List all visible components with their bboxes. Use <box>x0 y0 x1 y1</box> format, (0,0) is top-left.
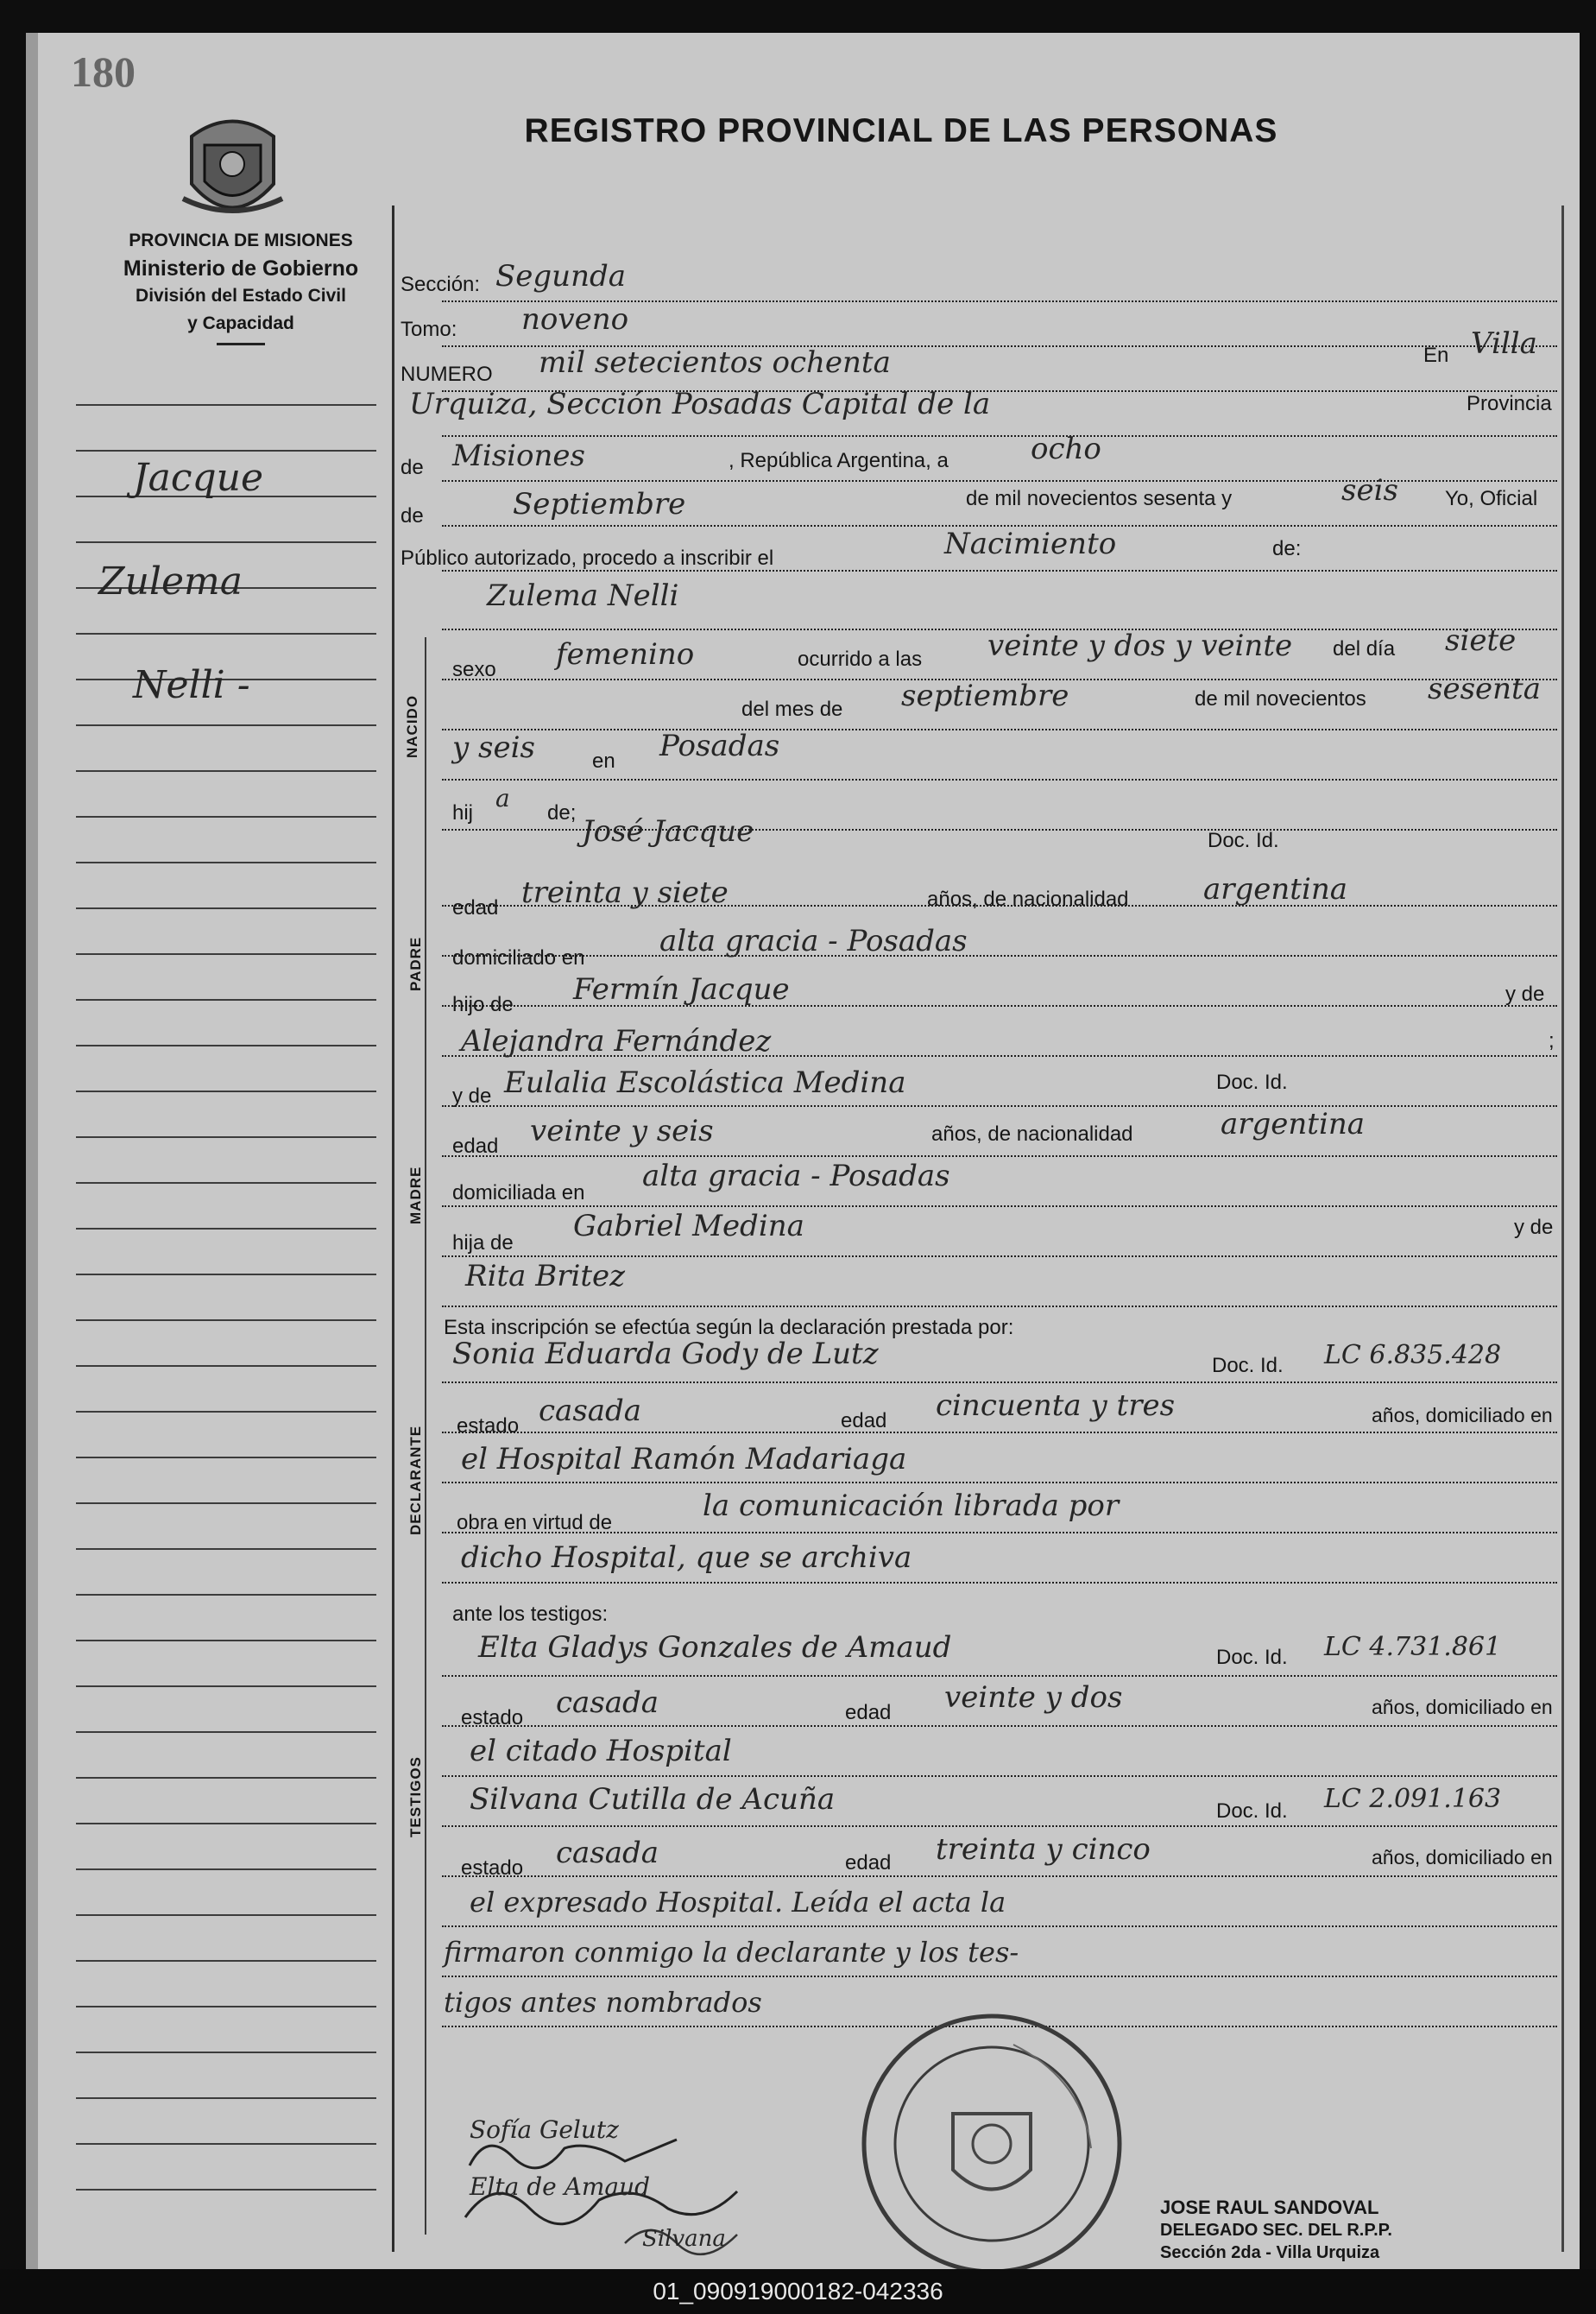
madre-nombre-value: Eulalia Escolástica Medina <box>504 1065 906 1100</box>
anio-nac-value: sesenta <box>1428 672 1541 706</box>
del-mes-label: del mes de <box>741 698 843 721</box>
en-label: En <box>1423 344 1449 367</box>
padre-edad-label: edad <box>452 896 499 920</box>
margin-line <box>76 1091 376 1092</box>
de-colon-label: de: <box>1272 537 1302 560</box>
inscribir-value: Nacimiento <box>944 527 1117 561</box>
provincia-label: Provincia <box>1467 392 1552 415</box>
sexo-value: femenino <box>556 637 695 672</box>
image-caption: 01_090919000182-042336 <box>0 2269 1596 2314</box>
margin-line <box>76 953 376 955</box>
division-line-2: y Capacidad <box>187 313 294 333</box>
testigo2-edad-value: treinta y cinco <box>936 1832 1151 1867</box>
en-value: Villa <box>1471 326 1537 361</box>
margin-line <box>76 770 376 772</box>
padre-hijo-value: Fermín Jacque <box>573 972 790 1007</box>
ministry-header <box>73 227 409 345</box>
ministry-name: Ministerio de Gobierno <box>123 256 359 281</box>
madre-doc-label: Doc. Id. <box>1216 1071 1288 1094</box>
margin-line <box>76 1823 376 1824</box>
margin-line <box>76 1777 376 1779</box>
lugar-value: Urquiza, Sección Posadas Capital de la <box>409 387 991 421</box>
hij-suffix: a <box>495 784 510 812</box>
madre-side-label: MADRE <box>407 1166 424 1224</box>
official-signature-block <box>1160 2197 1392 2264</box>
official-name: JOSE RAUL SANDOVAL <box>1160 2197 1379 2218</box>
madre-dom-label: domiciliada en <box>452 1181 585 1204</box>
margin-line <box>76 907 376 909</box>
provincia-value: Misiones <box>452 439 585 473</box>
official-role: DELEGADO SEC. DEL R.P.P. <box>1160 2221 1392 2240</box>
testigo1-value: Elta Gladys Gonzales de Amaud <box>478 1630 952 1665</box>
margin-line <box>76 404 376 406</box>
margin-line <box>76 1182 376 1184</box>
official-section: Sección 2da - Villa Urquiza <box>1160 2243 1380 2262</box>
mes-value: Septiembre <box>513 487 686 522</box>
coat-of-arms-icon <box>174 102 291 231</box>
declarante-doc-label: Doc. Id. <box>1212 1354 1284 1377</box>
margin-note-surname: Jacque <box>133 456 264 500</box>
margin-line <box>76 2143 376 2145</box>
margin-line <box>76 816 376 818</box>
form-line <box>442 1306 1557 1307</box>
en-nac-label: en <box>592 749 615 773</box>
margin-line <box>76 541 376 543</box>
province-name: PROVINCIA DE MISIONES <box>129 231 353 250</box>
lugar-nac-value: Posadas <box>659 729 780 763</box>
margin-line <box>76 1685 376 1687</box>
signature-1: Sofía Gelutz <box>470 2115 619 2144</box>
closing-line-1: firmaron conmigo la declarante y los tes- <box>444 1936 1019 1969</box>
form-line <box>442 1155 1557 1157</box>
margin-line <box>76 2189 376 2191</box>
margin-line <box>76 1868 376 1870</box>
obra2-value: dicho Hospital, que se archiva <box>461 1540 912 1575</box>
madre-edad-value: veinte y seis <box>530 1114 714 1148</box>
form-line <box>442 1255 1557 1257</box>
official-seal-stamp <box>858 2010 1126 2278</box>
testigo2-edad-label: edad <box>845 1851 892 1875</box>
nombre-value: Zulema Nelli <box>487 578 679 613</box>
testigo1-dom-value: el citado Hospital <box>470 1734 732 1768</box>
seccion-label: Sección: <box>401 273 481 296</box>
margin-note-second-name: Nelli - <box>133 663 250 707</box>
section-divider <box>425 637 426 2235</box>
de-label-2: de <box>401 504 424 528</box>
testigo1-edad-value: veinte y dos <box>944 1680 1123 1715</box>
margin-line <box>76 450 376 452</box>
ocurrido-label: ocurrido a las <box>798 648 923 671</box>
madre-y-de-label-2: y de <box>1514 1216 1554 1239</box>
margin-line <box>76 1502 376 1504</box>
nacido-side-label: NACIDO <box>404 694 420 758</box>
madre-nac-label: años, de nacionalidad <box>931 1122 1133 1146</box>
testigo2-doc-label: Doc. Id. <box>1216 1799 1288 1823</box>
madre-hija-value: Gabriel Medina <box>573 1209 804 1243</box>
inscripcion-statement: Esta inscripción se efectúa según la declaración prestada por: <box>444 1316 1014 1339</box>
mes-nac-value: septiembre <box>901 679 1069 713</box>
declarante-side-label: DECLARANTE <box>407 1425 424 1535</box>
certificate-page <box>26 33 1580 2269</box>
padre-edad-value: treinta y siete <box>521 876 729 910</box>
form-line <box>442 1675 1557 1677</box>
tomo-label: Tomo: <box>401 318 457 341</box>
testigo1-dom-label: años, domiciliado en <box>1372 1696 1553 1718</box>
form-line <box>442 1381 1557 1383</box>
margin-line <box>76 724 376 726</box>
signature-3: Silvana <box>642 2226 726 2252</box>
margin-line <box>76 1319 376 1321</box>
division-line-1: División del Estado Civil <box>136 286 346 306</box>
sexo-label: sexo <box>452 658 496 681</box>
madre-y-de-label: y de <box>452 1084 492 1108</box>
yo-oficial-label: Yo, Oficial <box>1445 487 1538 510</box>
obra-label: obra en virtud de <box>457 1511 613 1534</box>
form-line <box>442 1875 1557 1877</box>
padre-doc-label: Doc. Id. <box>1208 829 1279 852</box>
hora-value: veinte y dos y veinte <box>987 629 1293 663</box>
madre-nac-value: argentina <box>1221 1107 1366 1141</box>
form-line <box>442 1482 1557 1483</box>
form-line <box>442 1976 1557 1977</box>
margin-line <box>76 1548 376 1550</box>
declarante-doc-value: LC 6.835.428 <box>1324 1340 1502 1370</box>
margin-line <box>76 1731 376 1733</box>
form-line <box>442 1582 1557 1584</box>
form-line <box>442 1432 1557 1433</box>
margin-line <box>76 1411 376 1413</box>
form-line <box>442 1725 1557 1727</box>
dia-value: ocho <box>1031 432 1101 466</box>
testigo2-value: Silvana Cutilla de Acuña <box>470 1782 836 1817</box>
testigos-side-label: TESTIGOS <box>407 1756 424 1837</box>
form-line <box>442 1925 1557 1927</box>
margin-line <box>76 1274 376 1275</box>
testigo1-edad-label: edad <box>845 1701 892 1724</box>
margin-line <box>76 2006 376 2007</box>
margin-line <box>76 1960 376 1962</box>
form-line <box>442 729 1557 730</box>
margin-line <box>76 1457 376 1458</box>
margin-divider <box>392 205 394 2252</box>
republica-label: , República Argentina, a <box>729 449 949 472</box>
form-line <box>442 435 1557 437</box>
page-number: 180 <box>71 47 136 96</box>
seccion-value: Segunda <box>495 259 627 294</box>
margin-line <box>76 999 376 1001</box>
margin-line <box>76 633 376 635</box>
margin-line <box>76 862 376 863</box>
right-border <box>1561 205 1564 2252</box>
madre-hija2-value: Rita Britez <box>465 1259 626 1293</box>
anio-nac2-value: y seis <box>452 730 535 765</box>
margin-note-first-name: Zulema <box>98 560 243 604</box>
numero-label: NUMERO <box>401 363 493 386</box>
form-line <box>442 1775 1557 1777</box>
padre-nombre-value: José Jacque <box>582 814 754 849</box>
padre-dom-value: alta gracia - Posadas <box>659 924 968 958</box>
testigo2-dom-value: el expresado Hospital. Leída el acta la <box>470 1886 1006 1919</box>
margin-line <box>76 1365 376 1367</box>
madre-dom-value: alta gracia - Posadas <box>642 1159 950 1193</box>
signature-2: Elta de Amaud <box>470 2172 651 2201</box>
declarante-estado-label: estado <box>457 1414 520 1438</box>
padre-hijo-label: hijo de <box>452 993 514 1016</box>
margin-line <box>76 1594 376 1596</box>
padre-dom-label: domiciliado en <box>452 946 585 970</box>
header-divider <box>217 343 265 345</box>
declarante-dom-label: años, domiciliado en <box>1372 1404 1553 1426</box>
margin-line <box>76 1228 376 1230</box>
document-title: REGISTRO PROVINCIAL DE LAS PERSONAS <box>524 112 1278 149</box>
margin-line <box>76 1136 376 1138</box>
hij-label: hij <box>452 801 474 825</box>
margin-line <box>76 1914 376 1916</box>
declarante-value: Sonia Eduarda Gody de Lutz <box>452 1337 879 1371</box>
hij-de-label: de; <box>547 801 577 825</box>
form-line <box>442 955 1557 957</box>
tomo-value: noveno <box>521 302 629 337</box>
margin-line <box>76 1045 376 1046</box>
margin-line <box>76 2097 376 2099</box>
padre-hijo2-value: Alejandra Fernández <box>461 1024 772 1059</box>
testigo1-estado-label: estado <box>461 1706 524 1729</box>
testigo2-estado-label: estado <box>461 1856 524 1880</box>
madre-edad-label: edad <box>452 1135 499 1158</box>
declarante-estado-value: casada <box>539 1394 642 1428</box>
form-line <box>442 1205 1557 1207</box>
margin-line <box>76 1640 376 1641</box>
padre-y-de-label: y de <box>1505 983 1545 1006</box>
padre-semicolon: ; <box>1549 1029 1555 1053</box>
form-line <box>442 1825 1557 1827</box>
declarante-edad-value: cincuenta y tres <box>936 1388 1176 1423</box>
de-label: de <box>401 456 424 479</box>
testigo2-estado-value: casada <box>556 1836 659 1870</box>
declarante-edad-label: edad <box>841 1409 887 1432</box>
testigo2-doc-value: LC 2.091.163 <box>1324 1784 1502 1814</box>
form-line <box>442 1105 1557 1107</box>
margin-line <box>76 2052 376 2053</box>
testigo1-doc-label: Doc. Id. <box>1216 1646 1288 1669</box>
de-mil-label: de mil novecientos sesenta y <box>966 487 1233 510</box>
declarante-dom-value: el Hospital Ramón Madariaga <box>461 1442 907 1476</box>
form-line <box>442 779 1557 781</box>
del-dia-label: del día <box>1333 637 1396 661</box>
testigo2-dom-label: años, domiciliado en <box>1372 1846 1553 1868</box>
dia-nac-value: siete <box>1445 623 1517 658</box>
obra-value: la comunicación librada por <box>703 1489 1120 1523</box>
publico-label: Público autorizado, procedo a inscribir el <box>401 547 774 570</box>
padre-nac-value: argentina <box>1203 872 1348 907</box>
testigo1-doc-value: LC 4.731.861 <box>1324 1632 1502 1662</box>
numero-value: mil setecientos ochenta <box>539 345 891 380</box>
madre-hija-label: hija de <box>452 1231 514 1255</box>
anio-value: seis <box>1341 473 1398 508</box>
padre-side-label: PADRE <box>407 936 424 991</box>
testigo1-estado-value: casada <box>556 1685 659 1720</box>
testigos-label: ante los testigos: <box>452 1603 609 1626</box>
de-mil2-label: de mil novecientos <box>1195 687 1366 711</box>
padre-nac-label: años, de nacionalidad <box>927 888 1129 911</box>
closing-line-2: tigos antes nombrados <box>444 1986 762 2019</box>
